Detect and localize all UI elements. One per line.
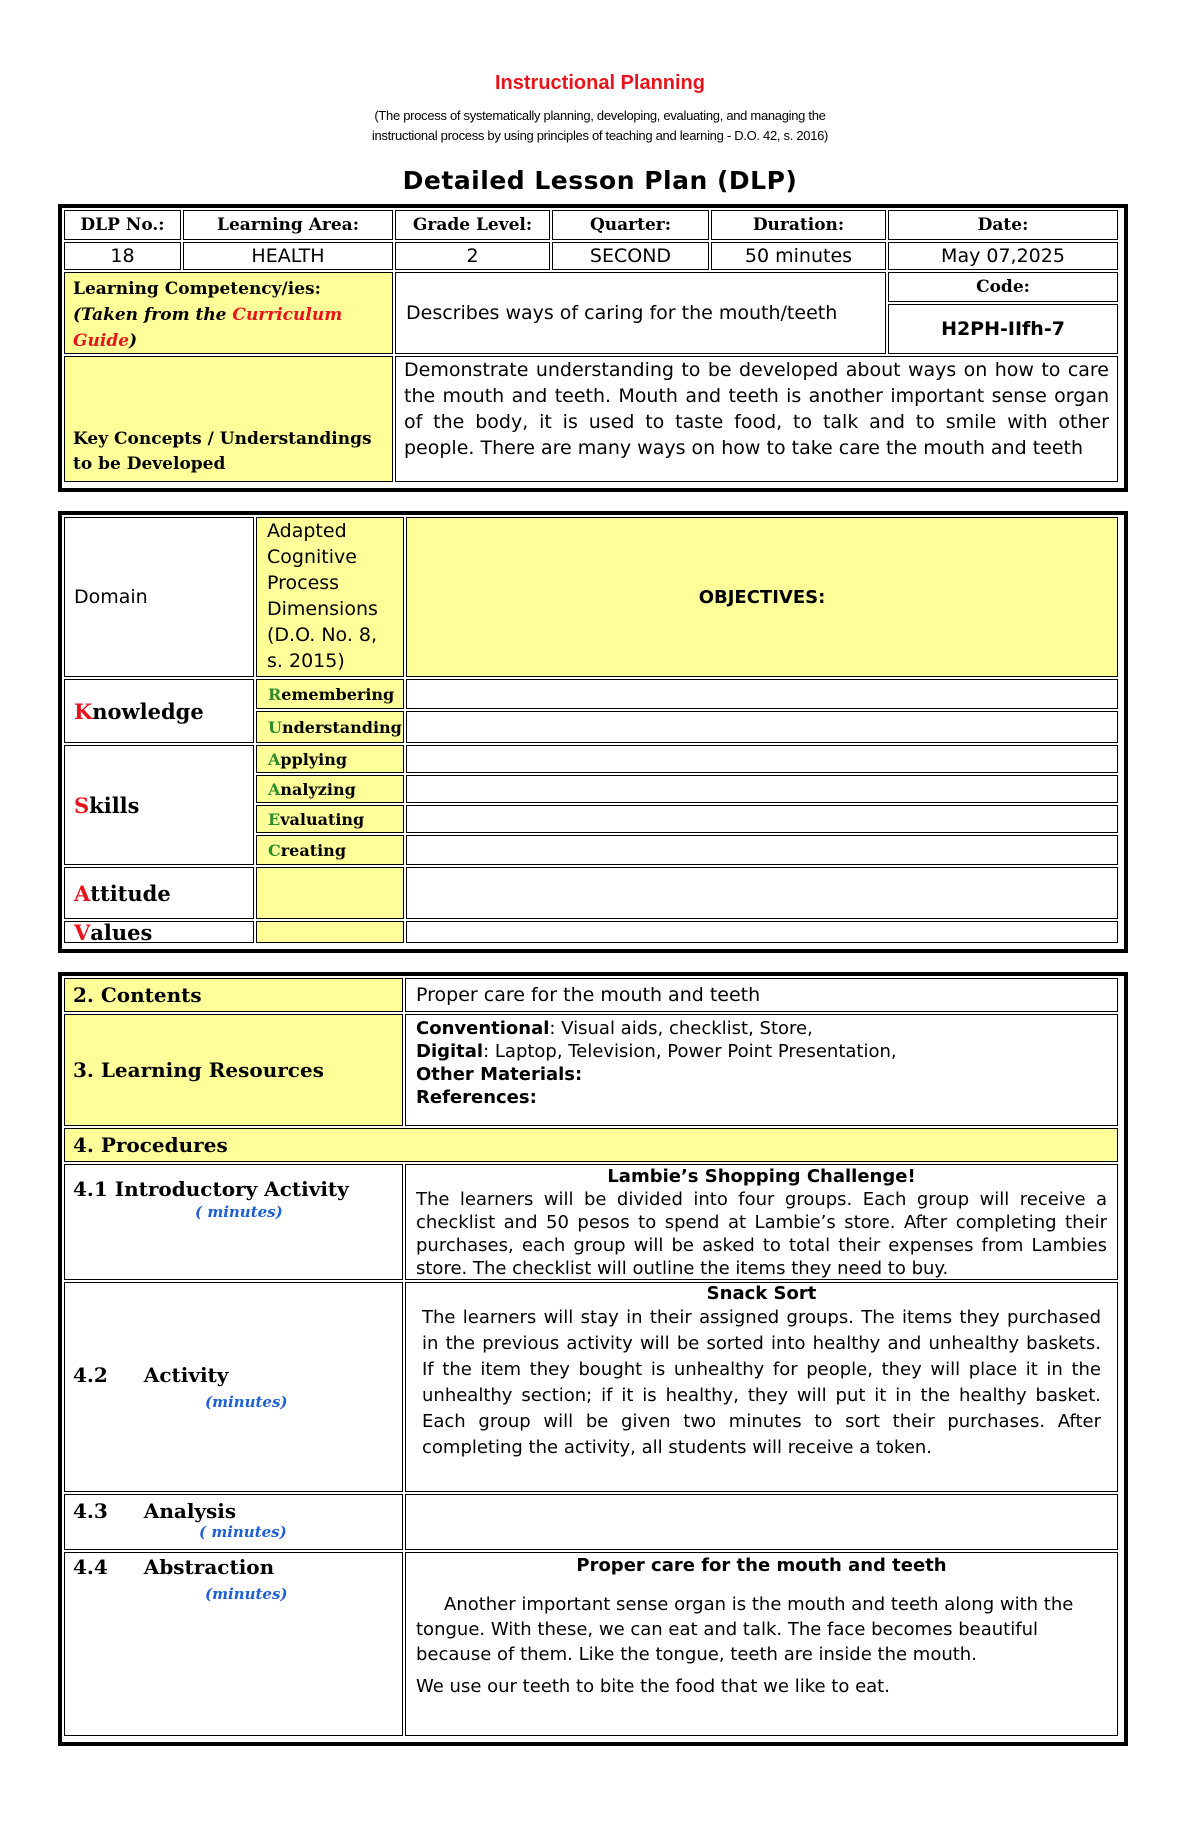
digital-label: Digital xyxy=(416,1041,484,1062)
level-analyzing-initial: A xyxy=(268,779,281,799)
analysis-number: 4.3 xyxy=(73,1499,108,1523)
domain-attitude xyxy=(64,867,254,919)
resources-other xyxy=(416,1063,1107,1086)
objective-evaluating xyxy=(406,805,1118,833)
domain-values-initial: V xyxy=(74,919,91,945)
domain-attitude-rest: ttitude xyxy=(90,880,171,906)
code-value: H2PH-IIfh-7 xyxy=(888,304,1118,354)
procedures-label: 4. Procedures xyxy=(64,1128,1118,1162)
domain-skills-initial: S xyxy=(74,792,90,818)
quarter-value: SECOND xyxy=(552,242,709,270)
competency-label: Learning Competency/ies: xyxy=(73,279,321,299)
level-applying-initial: A xyxy=(268,749,281,769)
quarter-label: Quarter: xyxy=(552,210,709,240)
level-remembering xyxy=(256,679,404,709)
analysis-content xyxy=(405,1494,1118,1550)
abstraction-minutes: (minutes) xyxy=(205,1585,288,1603)
document-title: Detailed Lesson Plan (DLP) xyxy=(402,166,798,195)
competency-source-end xyxy=(73,328,384,354)
intro-activity-label: 4.1 Introductory Activity xyxy=(73,1177,349,1201)
learning-area-label: Learning Area: xyxy=(183,210,393,240)
objective-analyzing xyxy=(406,775,1118,803)
domain-knowledge-rest: nowledge xyxy=(92,698,204,724)
digital-value: : Laptop, Television, Power Point Presentation, xyxy=(483,1041,897,1062)
activity-label-cell xyxy=(64,1282,403,1492)
abstraction-label-row xyxy=(73,1555,394,1579)
references-label: References: xyxy=(416,1087,537,1108)
level-understanding xyxy=(256,711,404,743)
level-remembering-initial: R xyxy=(268,684,282,704)
level-creating-rest: reating xyxy=(280,840,346,860)
resources-digital xyxy=(416,1040,1107,1063)
resources-references xyxy=(416,1086,1107,1109)
contents-value: Proper care for the mouth and teeth xyxy=(405,978,1118,1012)
date-value: May 07,2025 xyxy=(888,242,1118,270)
conventional-label: Conventional xyxy=(416,1018,550,1039)
abstraction-label-cell xyxy=(64,1552,403,1736)
attitude-level-cell xyxy=(256,867,404,919)
resources-value xyxy=(405,1014,1118,1126)
page-heading: Instructional Planning xyxy=(494,72,705,94)
activity-label-row xyxy=(73,1363,402,1387)
level-understanding-initial: U xyxy=(268,717,282,737)
duration-value: 50 minutes xyxy=(711,242,886,270)
competency-guide-paren: ) xyxy=(129,331,138,351)
plan-table xyxy=(58,972,1128,1746)
key-concepts-label: Key Concepts / Understandings to be Developed xyxy=(64,356,393,482)
intro-activity-minutes: ( minutes) xyxy=(195,1203,283,1221)
level-analyzing xyxy=(256,775,404,803)
analysis-label: Analysis xyxy=(143,1499,237,1523)
level-applying xyxy=(256,745,404,773)
intro-activity-label-cell xyxy=(64,1164,403,1280)
domain-values-rest: alues xyxy=(90,919,153,945)
activity-title: Snack Sort xyxy=(706,1283,817,1304)
level-understanding-rest: nderstanding xyxy=(281,717,402,737)
analysis-minutes: ( minutes) xyxy=(199,1523,287,1541)
abstraction-paragraph-1: Another important sense organ is the mouth and teeth along with the tongue. With these, we can eat and talk. The face becomes beautiful because of them. Like the tongue, teeth are inside the mouth. xyxy=(416,1594,1074,1665)
level-creating xyxy=(256,835,404,865)
abstraction-title: Proper care for the mouth and teeth xyxy=(576,1555,947,1576)
objective-values xyxy=(406,921,1118,943)
key-concepts-value: Demonstrate understanding to be developed about ways on how to care the mouth and teeth. Mouth and teeth is another important sense organ of the body, it is used to taste food, to talk and to smile with other people. There are many ways on how to take care the mouth and teeth xyxy=(395,356,1118,482)
objective-understanding xyxy=(406,711,1118,743)
domain-knowledge-initial: K xyxy=(74,698,93,724)
cognitive-process-header: Adapted Cognitive Process Dimensions (D.O. No. 8, s. 2015) xyxy=(256,517,404,677)
code-label: Code: xyxy=(888,272,1118,302)
level-evaluating-rest: valuating xyxy=(280,809,365,829)
resources-conventional xyxy=(416,1017,1107,1040)
subtitle-line-1: (The process of systematically planning, developing, evaluating, and managing the xyxy=(374,108,826,123)
domain-skills xyxy=(64,745,254,865)
level-evaluating xyxy=(256,805,404,833)
competency-source-text: (Taken from the xyxy=(73,305,233,325)
domain-attitude-initial: A xyxy=(74,880,91,906)
objectives-table xyxy=(58,511,1128,953)
domain-header: Domain xyxy=(64,517,254,677)
contents-label: 2. Contents xyxy=(64,978,403,1012)
abstraction-label: Abstraction xyxy=(143,1555,275,1579)
competency-label-cell xyxy=(64,272,393,354)
level-remembering-rest: emembering xyxy=(281,684,395,704)
analysis-label-row xyxy=(73,1499,394,1523)
activity-label: Activity xyxy=(143,1363,229,1387)
subtitle-line-2: instructional process by using principles of teaching and learning - D.O. 42, s. 2016) xyxy=(371,128,829,143)
competency-guide-highlight: Guide xyxy=(73,331,130,351)
date-label: Date: xyxy=(888,210,1118,240)
domain-skills-rest: kills xyxy=(89,792,140,818)
grade-level-label: Grade Level: xyxy=(395,210,550,240)
analysis-label-cell xyxy=(64,1494,403,1550)
activity-number: 4.2 xyxy=(73,1363,108,1387)
intro-activity-content xyxy=(405,1164,1118,1280)
competency-value: Describes ways of caring for the mouth/teeth xyxy=(395,272,886,354)
dlp-no-label: DLP No.: xyxy=(64,210,181,240)
level-evaluating-initial: E xyxy=(268,809,281,829)
abstraction-content xyxy=(405,1552,1118,1736)
conventional-value: : Visual aids, checklist, Store, xyxy=(549,1018,813,1039)
competency-source-highlight: Curriculum xyxy=(232,305,343,325)
level-analyzing-rest: nalyzing xyxy=(280,779,356,799)
resources-label: 3. Learning Resources xyxy=(64,1014,403,1126)
activity-minutes: (minutes) xyxy=(205,1393,288,1411)
page-subtitle xyxy=(0,106,1200,146)
objective-attitude xyxy=(406,867,1118,919)
info-table xyxy=(58,204,1128,492)
domain-values xyxy=(64,921,254,943)
level-applying-rest: pplying xyxy=(280,749,348,769)
duration-label: Duration: xyxy=(711,210,886,240)
activity-content xyxy=(405,1282,1118,1492)
level-creating-initial: C xyxy=(268,840,281,860)
objective-remembering xyxy=(406,679,1118,709)
intro-activity-text: The learners will be divided into four groups. Each group will receive a checklist and 50 pesos to spend at Lambie’s store. After completing their purchases, each group will be asked to total their expenses from Lambies store. The checklist will outline the items they need to buy. xyxy=(416,1189,1107,1279)
abstraction-number: 4.4 xyxy=(73,1555,108,1579)
other-materials-label: Other Materials: xyxy=(416,1064,583,1085)
abstraction-paragraph-2: We use our teeth to bite the food that we like to eat. xyxy=(416,1676,890,1697)
objective-applying xyxy=(406,745,1118,773)
objectives-header: OBJECTIVES: xyxy=(406,517,1118,677)
intro-activity-title: Lambie’s Shopping Challenge! xyxy=(607,1166,916,1187)
domain-knowledge xyxy=(64,679,254,743)
objective-creating xyxy=(406,835,1118,865)
activity-text: The learners will stay in their assigned groups. The items they purchased in the previous activity will be sorted into healthy and unhealthy baskets. If the item they bought is unhealthy for people, they will place it in the unhealthy section; if it is healthy, they will put it in the healthy basket. Each group will be given two minutes to sort their purchases. After completing the activity, all students will receive a token. xyxy=(422,1307,1101,1458)
competency-source xyxy=(73,302,384,328)
values-level-cell xyxy=(256,921,404,943)
learning-area-value: HEALTH xyxy=(183,242,393,270)
grade-level-value: 2 xyxy=(395,242,550,270)
dlp-no-value: 18 xyxy=(64,242,181,270)
